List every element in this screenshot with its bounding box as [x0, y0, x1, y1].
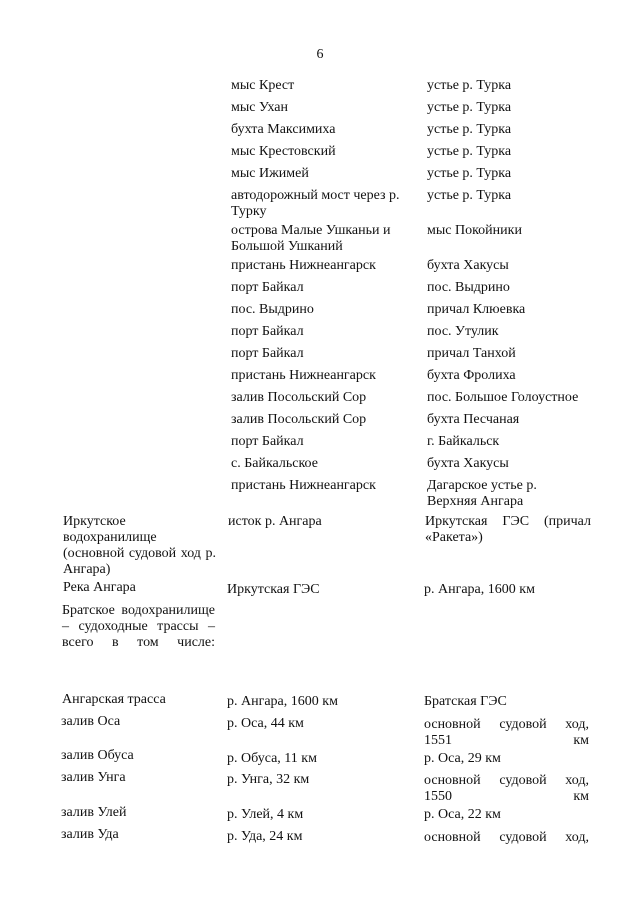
row-6-to: устье р. Турка — [427, 188, 512, 203]
row-20-section: Река Ангара — [63, 580, 136, 595]
row-12-from: порт Байкал — [231, 346, 304, 361]
row-1-from: мыс Крест — [231, 78, 295, 93]
row-13-from: пристань Нижнеангарск — [231, 368, 376, 383]
row-8-from: пристань Нижнеангарск — [231, 258, 376, 273]
row-1-to: устье р. Турка — [427, 78, 512, 93]
row-17-to: бухта Хакусы — [427, 456, 509, 471]
row-25-from: р. Унга, 32 км — [227, 772, 310, 787]
row-27-from: р. Уда, 24 км — [227, 829, 303, 844]
row-19-from: исток р. Ангара — [228, 514, 322, 529]
row-23-from: р. Оса, 44 км — [227, 716, 304, 731]
row-20-from: Иркутская ГЭС — [227, 582, 320, 597]
row-10-to: причал Клюевка — [427, 302, 526, 317]
row-16-from: порт Байкал — [231, 434, 304, 449]
row-9-from: порт Байкал — [231, 280, 304, 295]
row-17-from: с. Байкальское — [231, 456, 318, 471]
row-22-from: р. Ангара, 1600 км — [227, 694, 338, 709]
row-26-from: р. Улей, 4 км — [227, 807, 304, 822]
row-9-to: пос. Выдрино — [427, 280, 510, 295]
row-4-from: мыс Крестовский — [231, 144, 336, 159]
row-27-section: залив Уда — [61, 827, 119, 842]
row-15-to: бухта Песчаная — [427, 412, 520, 427]
row-11-to: пос. Утулик — [427, 324, 499, 339]
row-2-to: устье р. Турка — [427, 100, 512, 115]
row-3-from: бухта Максимиха — [231, 122, 336, 137]
row-24-from: р. Обуса, 11 км — [227, 751, 317, 766]
row-25-to: основной судовой ход, 1550 км — [424, 773, 589, 804]
row-24-section: залив Обуса — [61, 748, 134, 763]
row-5-to: устье р. Турка — [427, 166, 512, 181]
row-2-from: мыс Ухан — [231, 100, 289, 115]
row-27-to: основной судовой ход, — [424, 830, 589, 845]
page-number: 6 — [316, 47, 324, 62]
row-21-section: Братское водохранилище – судоходные трассы – всего в том числе: — [62, 603, 215, 650]
row-14-from: залив Посольский Сор — [231, 390, 367, 405]
row-18-from: пристань Нижнеангарск — [231, 478, 376, 493]
row-5-from: мыс Ижимей — [231, 166, 309, 181]
row-14-to: пос. Большое Голоустное — [427, 390, 579, 405]
row-12-to: причал Танхой — [427, 346, 516, 361]
row-20-to: р. Ангара, 1600 км — [424, 582, 535, 597]
row-7-to: мыс Покойники — [427, 223, 522, 238]
row-11-from: порт Байкал — [231, 324, 304, 339]
row-25-section: залив Унга — [61, 770, 126, 785]
row-16-to: г. Байкальск — [427, 434, 500, 449]
row-3-to: устье р. Турка — [427, 122, 512, 137]
row-26-to: р. Оса, 22 км — [424, 807, 501, 822]
row-23-to: основной судовой ход, 1551 км — [424, 717, 589, 748]
row-18-to: Дагарское устье р. Верхняя Ангара — [427, 478, 537, 509]
row-23-section: залив Оса — [61, 714, 121, 729]
row-4-to: устье р. Турка — [427, 144, 512, 159]
row-19-to: Иркутская ГЭС (причал «Ракета») — [425, 514, 591, 545]
row-8-to: бухта Хакусы — [427, 258, 509, 273]
row-7-from: острова Малые Ушканьи и Большой Ушканий — [231, 223, 391, 254]
row-6-from: автодорожный мост через р. Турку — [231, 188, 400, 219]
row-13-to: бухта Фролиха — [427, 368, 516, 383]
row-24-to: р. Оса, 29 км — [424, 751, 501, 766]
row-19-section: Иркутское водохранилище (основной судовой ход р. Ангара) — [63, 514, 216, 577]
row-10-from: пос. Выдрино — [231, 302, 314, 317]
row-22-to: Братская ГЭС — [424, 694, 507, 709]
row-22-section: Ангарская трасса — [62, 692, 166, 707]
row-26-section: залив Улей — [61, 805, 127, 820]
row-15-from: залив Посольский Сор — [231, 412, 367, 427]
